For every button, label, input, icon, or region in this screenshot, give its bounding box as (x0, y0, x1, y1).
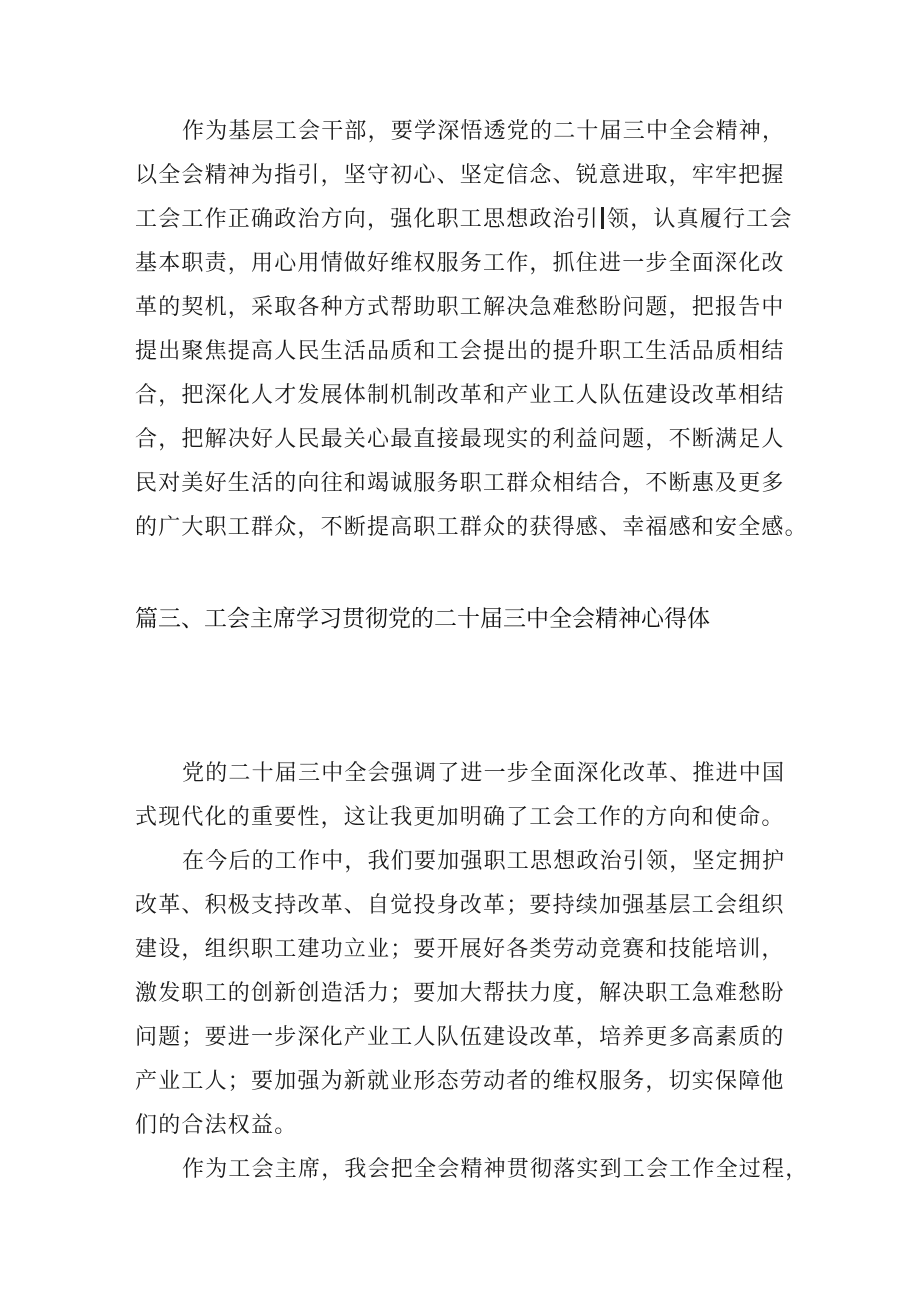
text-line-part: 领，认真履行工会 (607, 207, 793, 232)
text-line: 基本职责，用心用情做好维权服务工作，抓住进一步全面深化改 (135, 251, 785, 276)
text-line: 党的二十届三中全会强调了进一步全面深化改革、推进中国 (182, 761, 786, 786)
section-heading: 篇三、工会主席学习贯彻党的二十届三中全会精神心得体 (135, 606, 710, 632)
text-line: 改革、积极支持改革、自觉投身改革；要持续加强基层工会组织 (135, 893, 785, 918)
text-line: 合，把深化人才发展体制机制改革和产业工人队伍建设改革相结 (135, 383, 785, 408)
text-cursor-mark (601, 207, 604, 229)
text-line: 合，把解决好人民最关心最直接最现实的利益问题，不断满足人 (135, 427, 785, 452)
text-line (135, 198, 795, 242)
text-line-part: 工会工作正确政治方向，强化职工思想政治引 (135, 207, 600, 232)
text-line: 在今后的工作中，我们要加强职工思想政治引领，坚定拥护 (182, 849, 786, 874)
text-line: 的广大职工群众，不断提高职工群众的获得感、幸福感和安全感。 (135, 515, 808, 540)
text-line: 革的契机，采取各种方式帮助职工解决急难愁盼问题，把报告中 (135, 295, 785, 320)
text-line: 们的合法权益。 (135, 1113, 298, 1138)
text-line: 作为基层工会干部，要学深悟透党的二十届三中全会精神， (182, 119, 786, 144)
text-line: 产业工人；要加强为新就业形态劳动者的维权服务，切实保障他 (135, 1069, 785, 1094)
text-line: 激发职工的创新创造活力；要加大帮扶力度，解决职工急难愁盼 (135, 981, 785, 1006)
text-line: 式现代化的重要性，这让我更加明确了工会工作的方向和使命。 (135, 805, 785, 830)
text-line: 作为工会主席，我会把全会精神贯彻落实到工会工作全过程， (182, 1157, 809, 1182)
text-line: 提出聚焦提高人民生活品质和工会提出的提升职工生活品质相结 (135, 339, 785, 364)
text-line: 民对美好生活的向往和竭诚服务职工群众相结合，不断惠及更多 (135, 471, 785, 496)
text-line: 建设，组织职工建功立业；要开展好各类劳动竞赛和技能培训， (135, 937, 785, 962)
text-line: 问题；要进一步深化产业工人队伍建设改革，培养更多高素质的 (135, 1025, 785, 1050)
text-line: 以全会精神为指引，坚守初心、坚定信念、锐意进取，牢牢把握 (135, 163, 785, 188)
